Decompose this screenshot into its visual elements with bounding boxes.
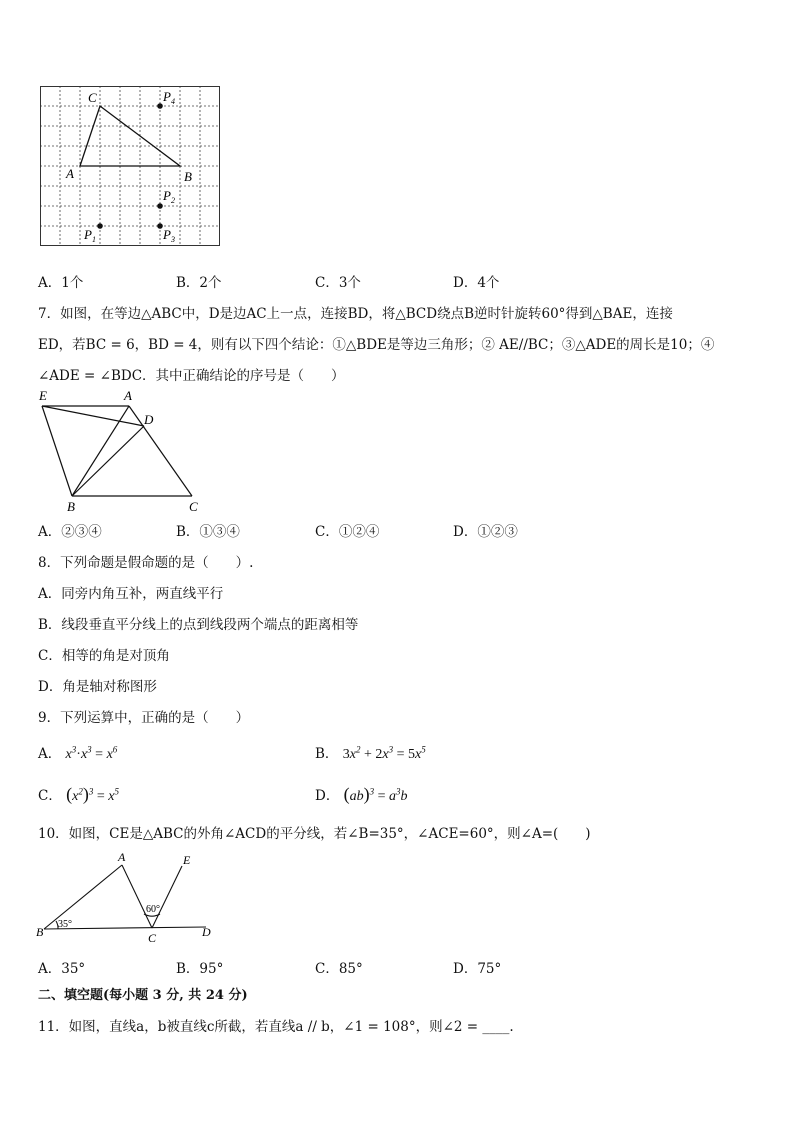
q10-figure [34,850,219,945]
q7-label-b: B [67,499,75,514]
q7-figure [36,386,206,514]
q7-stem-line1: 7．如图，在等边△ABC中，D是边AC上一点，连接BD，将△BCD绕点B逆时针旋转60°得到△BAE，连接 [38,306,673,322]
q10-angle-b: 35° [58,919,72,930]
q8-option-a[interactable]: A．同旁内角互补，两直线平行 [38,586,224,602]
label-b: B [184,169,192,184]
q9-option-d-formula: $(ab)^3 = a^3b$ [343,784,408,804]
q8-option-d[interactable]: D．角是轴对称图形 [38,679,157,695]
q6-grid-figure [40,86,222,248]
q10-label-a: A [118,850,126,864]
q7-stem-line2: ED，若BC = 6，BD = 4，则有以下四个结论：①△BDE是等边三角形；② AE//BC；③△ADE的周长是10；④ [38,337,715,353]
q10-label-d: D [202,925,211,939]
q7-option-b[interactable]: B．①③④ [176,524,240,540]
label-p2: $P_2$ [163,188,175,205]
q9-option-a-formula: $x^3\cdot x^3 = x^6$ [65,744,118,762]
point-p1 [97,223,103,229]
q10-stem: 10．如图，CE是△ABC的外角∠ACD的平分线，若∠B=35°，∠ACE=60°，则∠A=( ) [38,826,591,842]
q10-label-b: B [36,925,44,939]
triangle-abc [80,106,180,166]
q7-option-a[interactable]: A．②③④ [38,524,102,540]
q9-option-a[interactable] [38,742,117,763]
q8-stem: 8．下列命题是假命题的是（ ）. [38,555,254,571]
q11-stem: 11．如图，直线a，b被直线c所截，若直线a // b，∠1 = 108°，则∠2 = ____. [38,1019,514,1035]
label-a: A [66,166,74,181]
q9-option-c-label: C． [38,788,62,804]
point-p4 [157,103,163,109]
q10-option-c[interactable]: C．85° [315,961,363,977]
q10-label-c: C [148,931,157,945]
label-p3: $P_3$ [163,227,175,244]
section-heading: 二、填空题(每小题 3 分, 共 24 分) [38,988,248,1003]
q9-option-d-label: D． [315,788,340,804]
point-p3 [157,223,163,229]
point-p2 [157,203,163,209]
q6-option-d[interactable]: D．4个 [453,275,500,291]
q10-option-b[interactable]: B．95° [176,961,224,977]
q9-option-c[interactable] [38,784,119,805]
q6-option-c[interactable]: C．3个 [315,275,361,291]
q9-option-c-formula: $(x^2)^3 = x^5$ [66,784,119,804]
q6-option-a[interactable]: A．1个 [38,275,84,291]
q7-label-a: A [124,388,132,403]
q7-stem-line3: ∠ADE = ∠BDC．其中正确结论的序号是（ ） [38,368,345,384]
label-c: C [88,90,97,105]
q10-option-a[interactable]: A．35° [38,961,86,977]
q6-option-b[interactable]: B．2个 [176,275,222,291]
q9-option-d[interactable] [315,784,408,805]
q9-option-b-label: B． [315,746,339,762]
q10-option-d[interactable]: D．75° [453,961,502,977]
q8-option-b[interactable]: B．线段垂直平分线上的点到线段两个端点的距离相等 [38,617,359,633]
q10-label-e: E [183,853,191,867]
q10-angle-c: 60° [146,904,160,915]
q7-option-c[interactable]: C．①②④ [315,524,380,540]
q8-option-c[interactable]: C．相等的角是对顶角 [38,648,170,664]
label-p4: $P_4$ [163,89,175,106]
q9-option-a-label: A． [38,746,62,762]
q9-option-b-formula: $3x^2 + 2x^3 = 5x^5$ [342,744,426,762]
q7-label-e: E [39,388,47,403]
q7-label-c: C [189,499,198,514]
label-p1: $P_1$ [84,227,96,244]
q9-stem: 9．下列运算中，正确的是（ ） [38,710,250,726]
q7-option-d[interactable]: D．①②③ [453,524,518,540]
q9-option-b[interactable] [315,742,426,763]
q7-label-d: D [144,412,154,427]
